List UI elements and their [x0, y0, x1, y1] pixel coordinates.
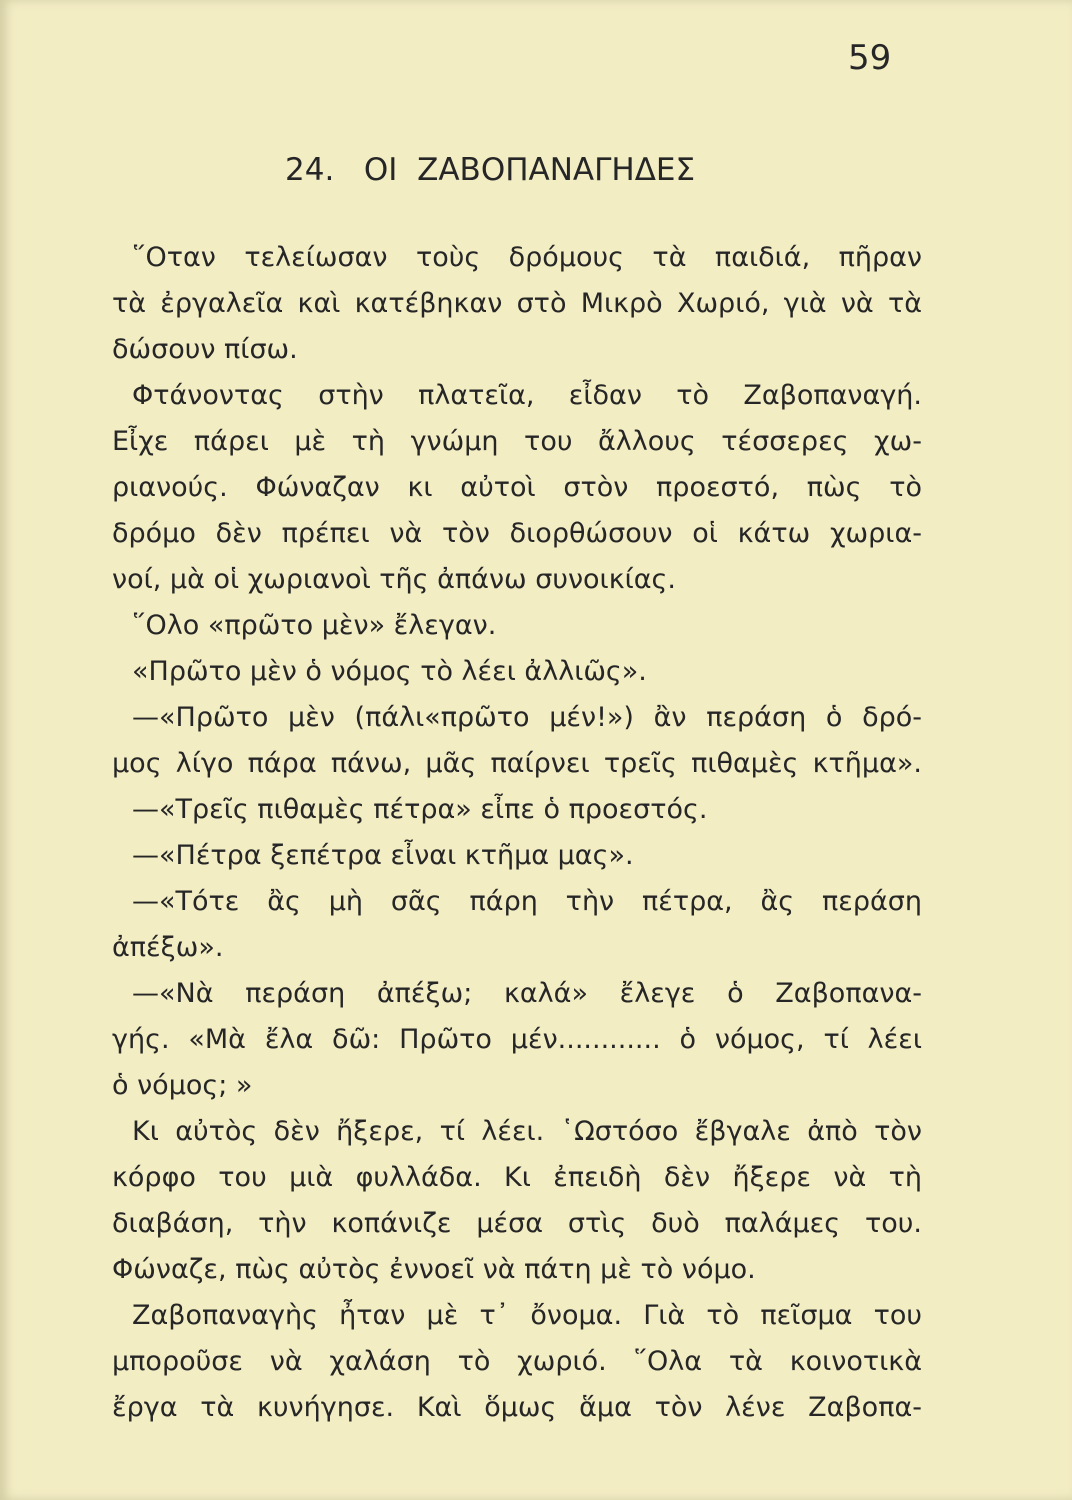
text-line: ῞Οταν τελείωσαν τοὺς δρόμους τὰ παιδιά, πῆραν: [132, 242, 922, 273]
text-line: νοί, μὰ οἱ χωριανοὶ τῆς ἀπάνω συνοικίας.: [112, 564, 676, 595]
text-line: Φτάνοντας στὴν πλατεῖα, εἶδαν τὸ Ζαβοπαναγή.: [132, 380, 922, 411]
text-line: —«Πέτρα ξεπέτρα εἶναι κτῆμα μας».: [132, 840, 634, 871]
text-line: γής. «Μὰ ἔλα δῶ: Πρῶτο μέν............ ὁ νόμος, τί λέει: [112, 1024, 922, 1055]
text-line: ὁ νόμος; »: [112, 1070, 253, 1101]
text-line: Φώναζε, πὼς αὐτὸς ἐννοεῖ νὰ πάτη μὲ τὸ νόμο.: [112, 1254, 756, 1285]
text-line: ριανούς. Φώναζαν κι αὐτοὶ στὸν προεστό, πὼς τὸ: [112, 472, 922, 503]
text-line: ἀπέξω».: [112, 932, 224, 963]
text-line: διαβάση, τὴν κοπάνιζε μέσα στὶς δυὸ παλάμες του.: [112, 1208, 922, 1239]
text-line: Ζαβοπαναγὴς ἦταν μὲ τ᾿ ὄνομα. Γιὰ τὸ πεῖσμα του: [132, 1300, 922, 1331]
text-line: δώσουν πίσω.: [112, 334, 298, 365]
text-line: «Πρῶτο μὲν ὁ νόμος τὸ λέει ἀλλιῶς».: [132, 656, 647, 687]
text-line: ἔργα τὰ κυνήγησε. Καὶ ὅμως ἅμα τὸν λένε Ζαβοπα-: [112, 1392, 922, 1423]
text-line: —«Τότε ἂς μὴ σᾶς πάρη τὴν πέτρα, ἂς περάση: [132, 886, 922, 917]
text-line: Εἶχε πάρει μὲ τὴ γνώμη του ἄλλους τέσσερες χω-: [112, 426, 922, 457]
chapter-title: 24. ΟΙ ΖΑΒΟΠΑΝΑΓΗΔΕΣ: [285, 152, 696, 188]
text-line: κόρφο του μιὰ φυλλάδα. Κι ἐπειδὴ δὲν ἤξερε νὰ τὴ: [112, 1162, 922, 1193]
page-number: 59: [848, 38, 892, 78]
text-line: μποροῦσε νὰ χαλάση τὸ χωριό. ῞Ολα τὰ κοινοτικὰ: [112, 1346, 922, 1377]
text-line: Κι αὐτὸς δὲν ἤξερε, τί λέει. ῾Ωστόσο ἔβγαλε ἀπὸ τὸν: [132, 1116, 922, 1147]
text-line: —«Τρεῖς πιθαμὲς πέτρα» εἶπε ὁ προεστός.: [132, 794, 708, 825]
text-line: —«Πρῶτο μὲν (πάλι«πρῶτο μέν!») ἂν περάση ὁ δρό-: [132, 702, 922, 733]
text-line: ῞Ολο «πρῶτο μὲν» ἔλεγαν.: [132, 610, 497, 641]
text-line: μος λίγο πάρα πάνω, μᾶς παίρνει τρεῖς πιθαμὲς κτῆμα».: [112, 748, 922, 779]
text-line: τὰ ἐργαλεῖα καὶ κατέβηκαν στὸ Μικρὸ Χωριό, γιὰ νὰ τὰ: [112, 288, 922, 319]
text-line: δρόμο δὲν πρέπει νὰ τὸν διορθώσουν οἱ κάτω χωρια-: [112, 518, 922, 549]
text-line: —«Νὰ περάση ἀπέξω; καλά» ἔλεγε ὁ Ζαβοπανα-: [132, 978, 922, 1009]
